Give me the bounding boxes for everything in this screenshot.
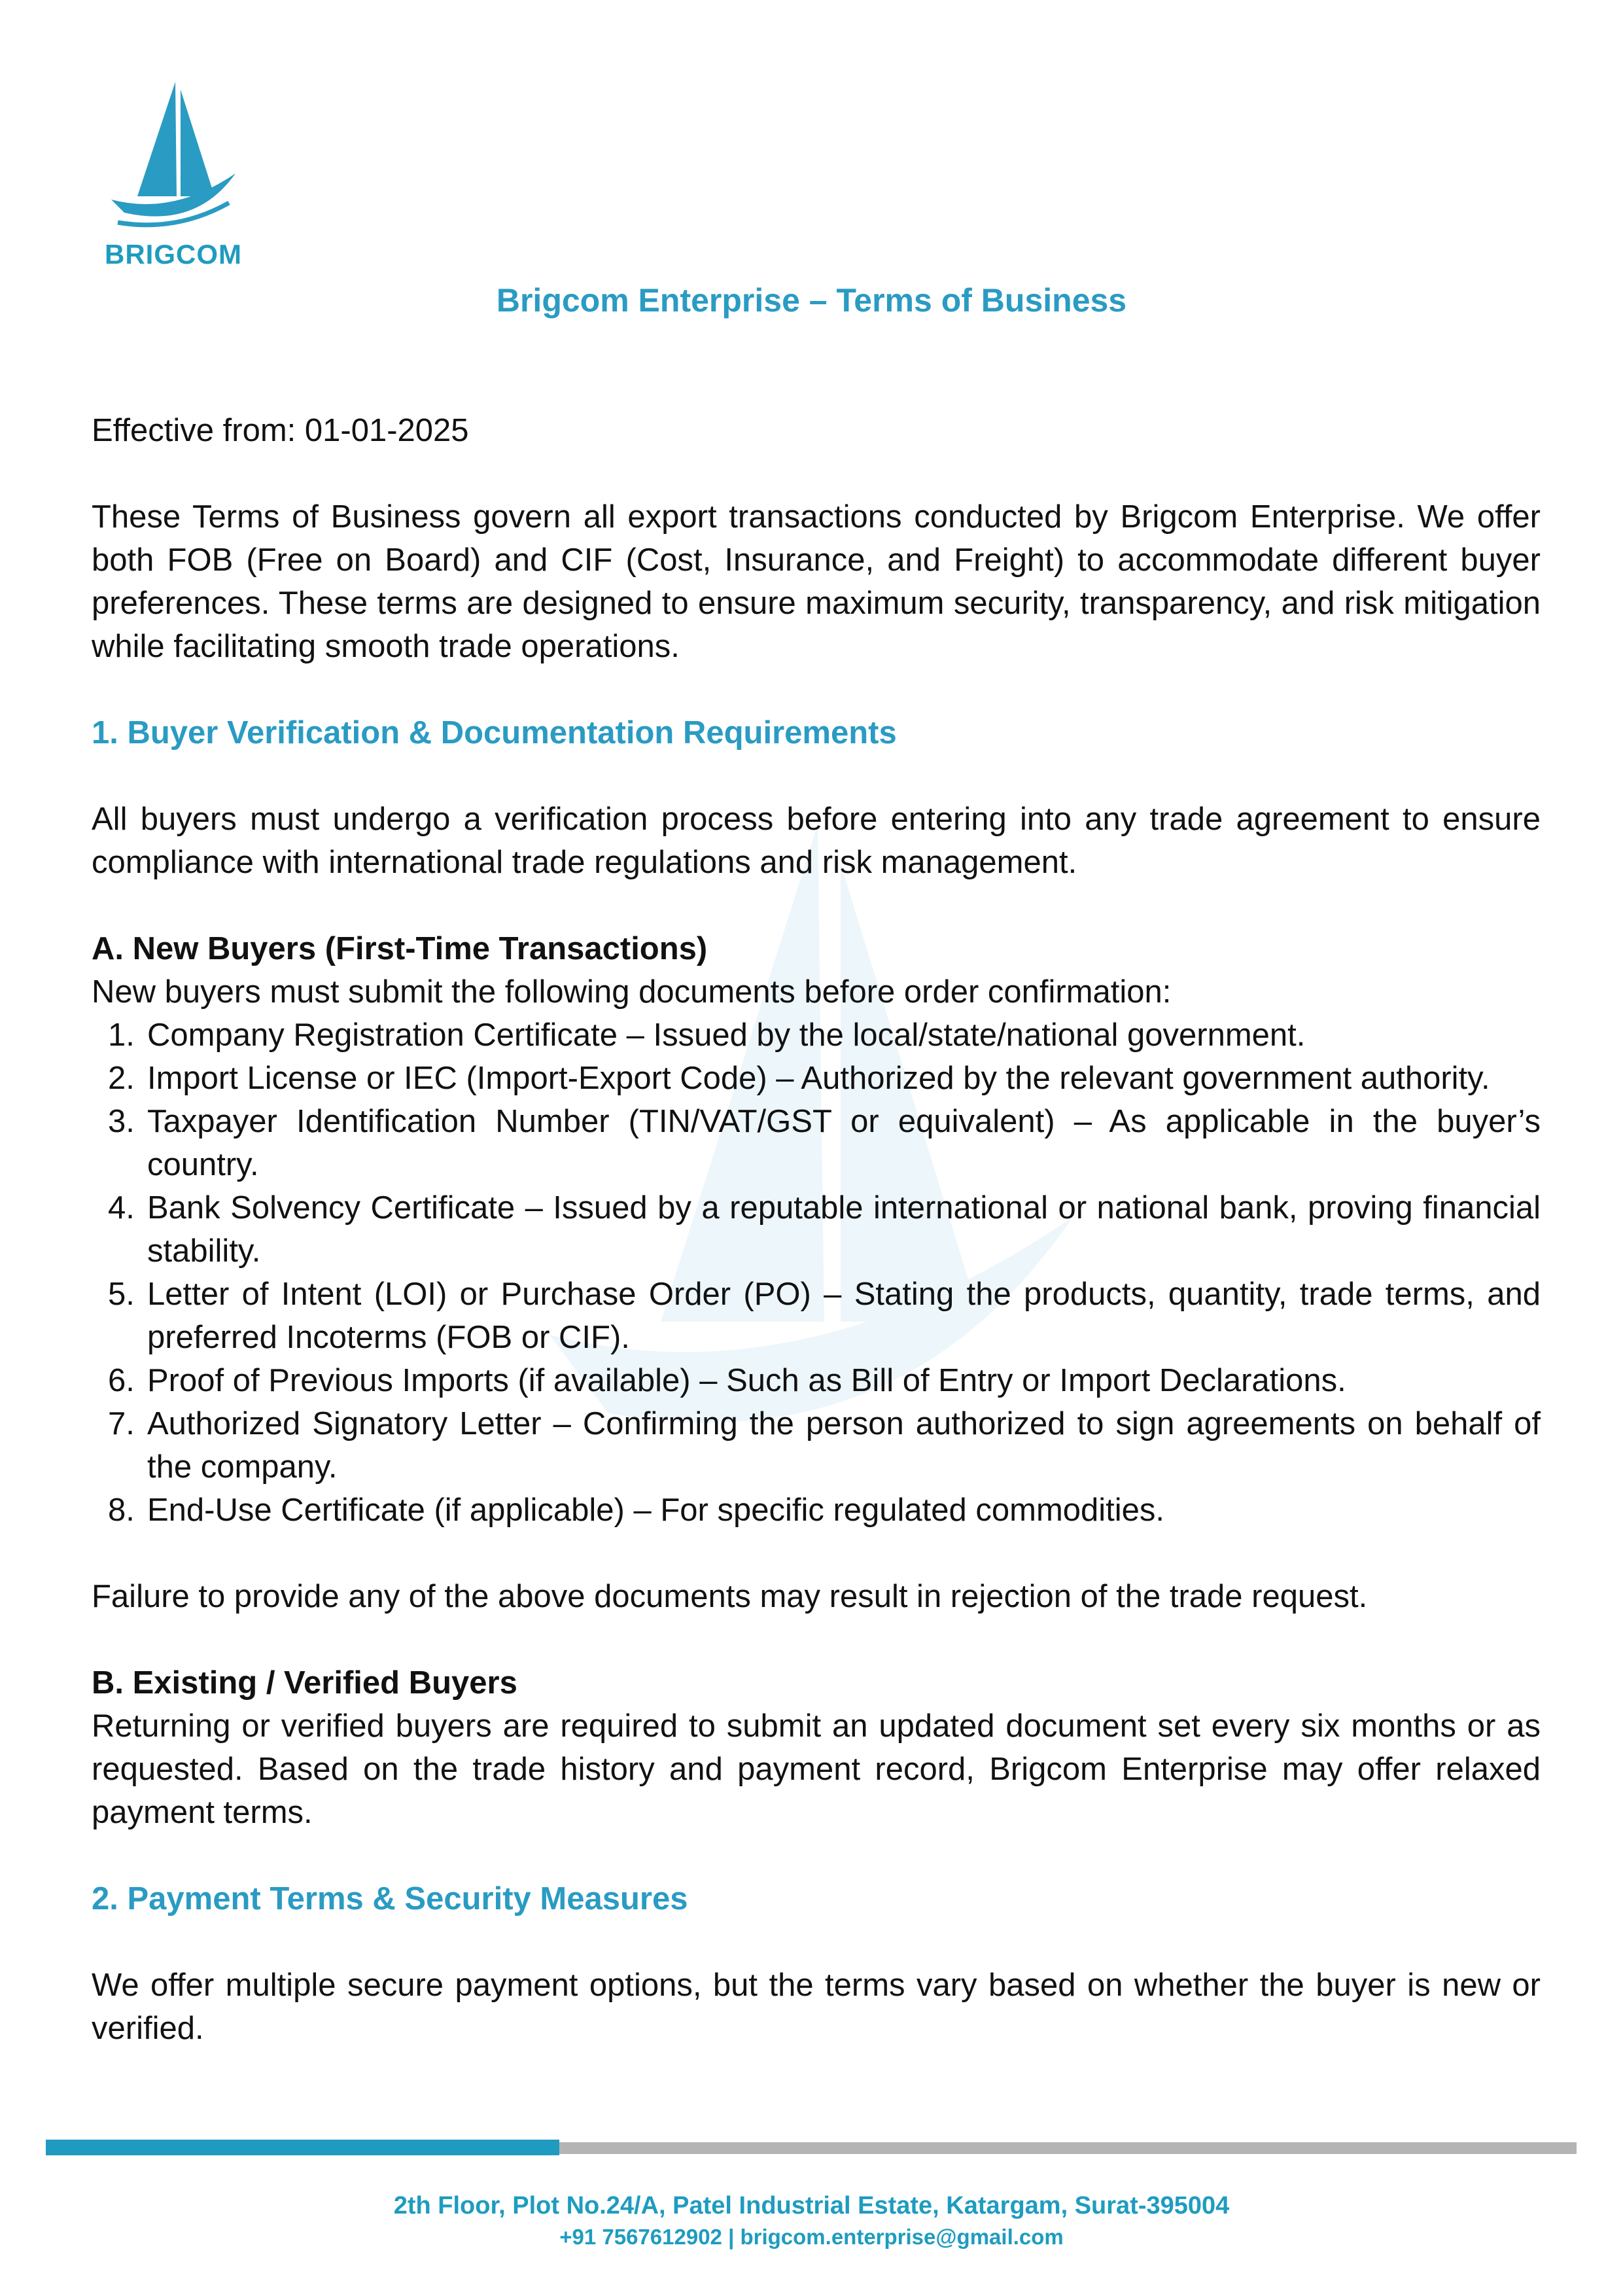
section-1-heading: 1. Buyer Verification & Documentation Requirements <box>92 715 897 751</box>
section-1-body: All buyers must undergo a verification process before entering into any trade agreement to ensure compliance with international trade regulations and risk management. <box>92 802 1541 880</box>
footer-divider <box>559 2142 1577 2154</box>
list-item: 2. Import License or IEC (Import-Export Code) – Authorized by the relevant government authority. <box>108 1061 1490 1096</box>
list-item: 8. End-Use Certificate (if applicable) – For specific regulated commodities. <box>108 1492 1165 1528</box>
document-title: Brigcom Enterprise – Terms of Business <box>496 282 1127 319</box>
document-body <box>92 409 1541 2050</box>
section-2-heading: 2. Payment Terms & Security Measures <box>92 1881 688 1916</box>
sub-b-heading: B. Existing / Verified Buyers <box>92 1665 517 1701</box>
list-item: 3. Taxpayer Identification Number (TIN/VAT/GST or equivalent) – As applicable in the buyer’s country. <box>108 1104 1541 1182</box>
section-2-body: We offer multiple secure payment options, but the terms vary based on whether the buyer is new or verified. <box>92 1968 1541 2046</box>
footer-contact: +91 7567612902 | brigcom.enterprise@gmail.com <box>559 2225 1064 2249</box>
sub-a-heading: A. New Buyers (First-Time Transactions) <box>92 931 708 966</box>
logo-text: BRIGCOM <box>105 239 242 270</box>
sub-b-body: Returning or verified buyers are required to submit an updated document set every six months or as requested. Based on the trade history and payment record, Brigcom Enterprise may offer relaxed payment terms. <box>92 1708 1541 1830</box>
list-item: 7. Authorized Signatory Letter – Confirming the person authorized to sign agreements on behalf of the company. <box>108 1406 1541 1485</box>
footer-address: 2th Floor, Plot No.24/A, Patel Industrial Estate, Katargam, Surat-395004 <box>393 2192 1230 2219</box>
list-item: 1. Company Registration Certificate – Issued by the local/state/national government. <box>108 1017 1306 1053</box>
required-documents-list <box>92 1014 1541 1532</box>
list-item: 5. Letter of Intent (LOI) or Purchase Order (PO) – Stating the products, quantity, trade terms, and preferred Incoterms (FOB or CIF). <box>108 1277 1541 1355</box>
effective-date: Effective from: 01-01-2025 <box>92 413 469 448</box>
list-item: 6. Proof of Previous Imports (if available) – Such as Bill of Entry or Import Declarations. <box>108 1363 1346 1398</box>
failure-note: Failure to provide any of the above documents may result in rejection of the trade request. <box>92 1579 1368 1614</box>
list-item: 4. Bank Solvency Certificate – Issued by a reputable international or national bank, proving financial stability. <box>108 1190 1541 1269</box>
brigcom-logo <box>98 75 249 272</box>
sub-a-lead: New buyers must submit the following documents before order confirmation: <box>92 974 1172 1010</box>
footer-divider-accent <box>46 2140 559 2155</box>
sailboat-icon <box>98 75 249 239</box>
intro-paragraph: These Terms of Business govern all export transactions conducted by Brigcom Enterprise. We offer both FOB (Free on Board) and CIF (Cost, Insurance, and Freight) to accommodate different buyer preferences. These terms are designed to ensure maximum security, transparency, and risk mitigation while facilitating smooth trade operations. <box>92 499 1541 664</box>
